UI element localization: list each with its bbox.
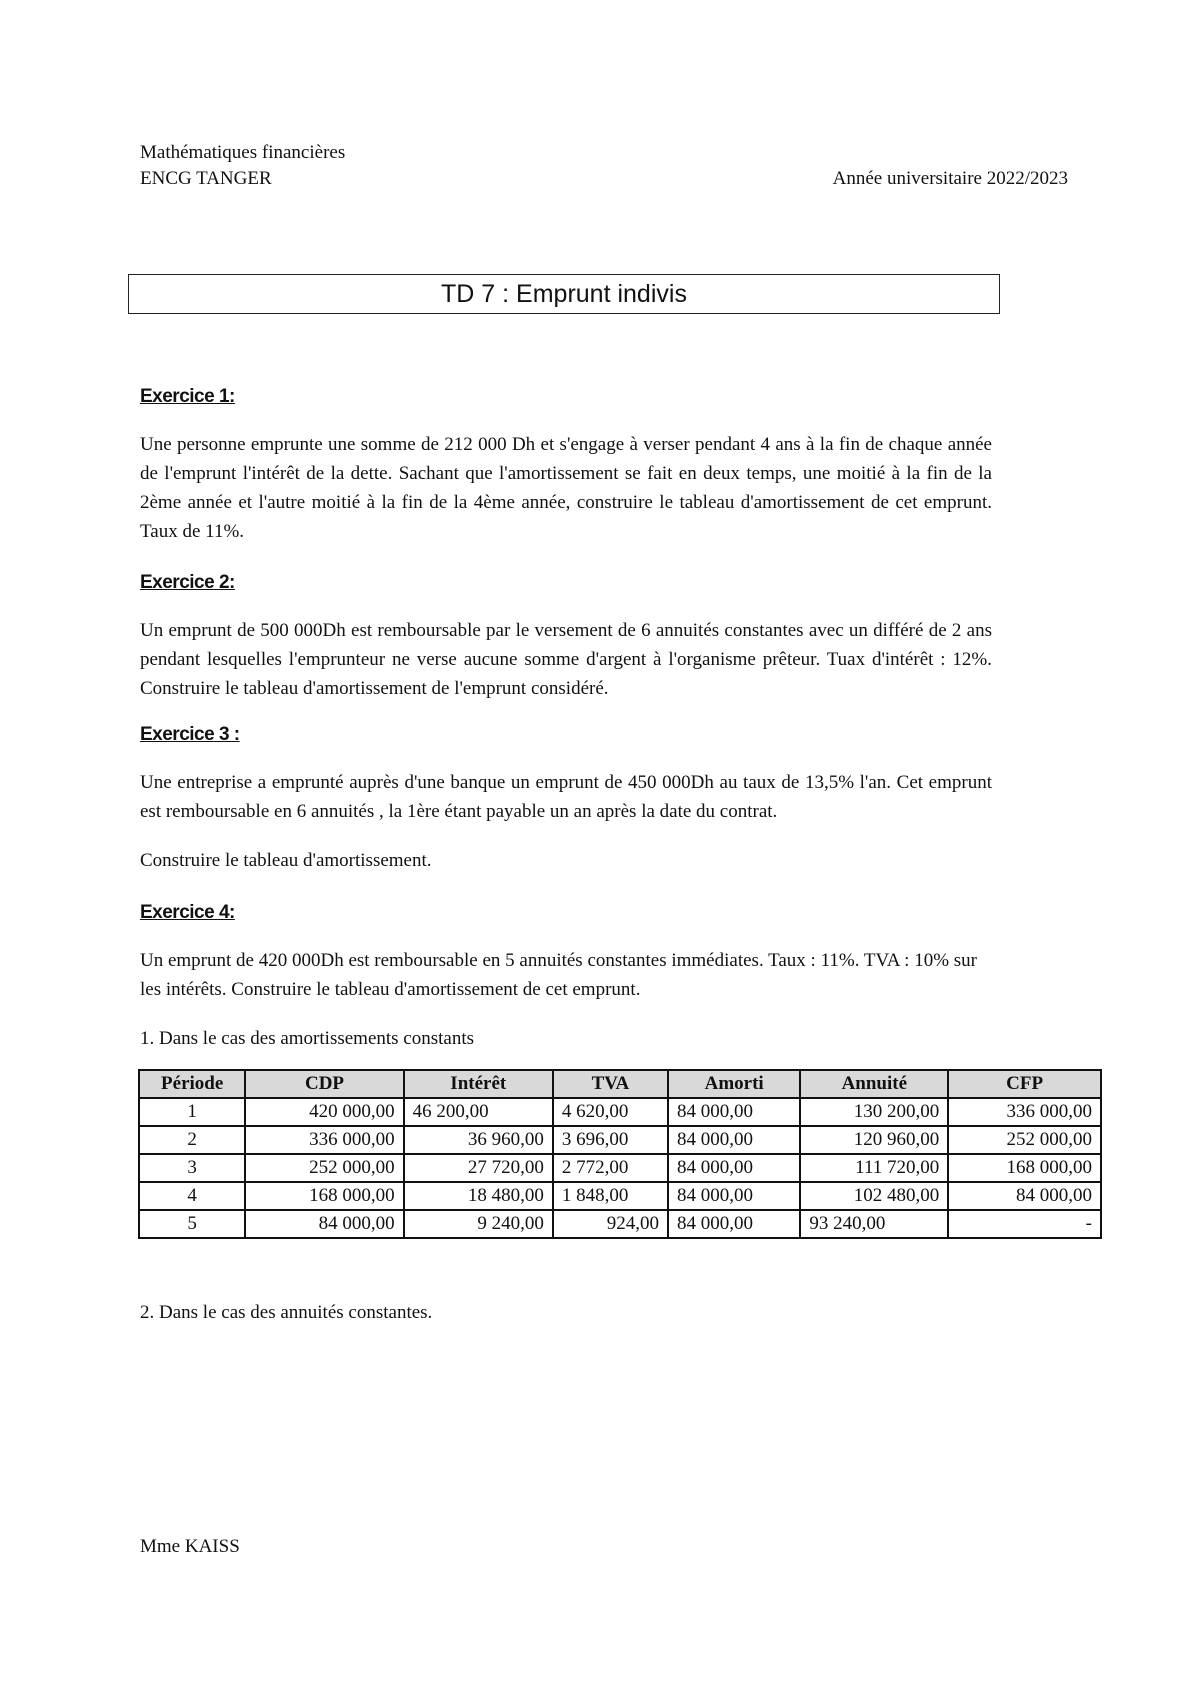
header-periode: Période bbox=[139, 1070, 245, 1098]
cell-tva: 4 620,00 bbox=[553, 1098, 668, 1126]
cell-annuite: 130 200,00 bbox=[800, 1098, 948, 1126]
cell-cfp: 84 000,00 bbox=[948, 1182, 1101, 1210]
cell-interet: 46 200,00 bbox=[404, 1098, 553, 1126]
cell-interet: 9 240,00 bbox=[404, 1210, 553, 1238]
cell-tva: 2 772,00 bbox=[553, 1154, 668, 1182]
exercise-3-text: Une entreprise a emprunté auprès d'une banque un emprunt de 450 000Dh au taux de 13,5% l'an. Cet emprunt est remboursable en 6 annuités , la 1ère étant payable un an après la date du contrat. bbox=[140, 772, 992, 822]
exercise-4-text: Un emprunt de 420 000Dh est remboursable en 5 annuités constantes immédiates. Taux : 11%. TVA : 10% sur les intérêts. Construire le tableau d'amortissement de cet emprunt. bbox=[140, 950, 977, 1000]
exercise-2-heading: Exercice 2: bbox=[140, 572, 235, 593]
cell-annuite: 93 240,00 bbox=[800, 1210, 948, 1238]
cell-cfp: 168 000,00 bbox=[948, 1154, 1101, 1182]
header-cfp: CFP bbox=[948, 1070, 1101, 1098]
cell-cfp: 336 000,00 bbox=[948, 1098, 1101, 1126]
author-name: Mme KAISS bbox=[140, 1536, 240, 1557]
cell-periode: 5 bbox=[139, 1210, 245, 1238]
cell-tva: 924,00 bbox=[553, 1210, 668, 1238]
cell-cfp: 252 000,00 bbox=[948, 1126, 1101, 1154]
table-row bbox=[139, 1154, 1101, 1182]
exercise-1-text: Une personne emprunte une somme de 212 000 Dh et s'engage à verser pendant 4 ans à la fin de chaque année de l'emprunt l'intérêt de la dette. Sachant que l'amortissement se fait en deux temps, une moitié à la fin de la 2ème année et l'autre moitié à la fin de la 4ème année, construire le tableau d'amortissement de cet emprunt. Taux de 11%. bbox=[140, 434, 992, 542]
exercise-4-question-2: 2. Dans le cas des annuités constantes. bbox=[140, 1302, 433, 1323]
academic-year: Année universitaire 2022/2023 bbox=[832, 168, 1068, 189]
cell-amorti: 84 000,00 bbox=[668, 1098, 800, 1126]
table-row bbox=[139, 1098, 1101, 1126]
table-row bbox=[139, 1126, 1101, 1154]
cell-cdp: 420 000,00 bbox=[245, 1098, 403, 1126]
exercise-4-question-1: 1. Dans le cas des amortissements constants bbox=[140, 1028, 475, 1049]
cell-amorti: 84 000,00 bbox=[668, 1154, 800, 1182]
cell-annuite: 111 720,00 bbox=[800, 1154, 948, 1182]
school-name: ENCG TANGER bbox=[140, 168, 272, 189]
cell-periode: 2 bbox=[139, 1126, 245, 1154]
cell-cdp: 84 000,00 bbox=[245, 1210, 403, 1238]
cell-cfp: - bbox=[948, 1210, 1101, 1238]
header-interet: Intérêt bbox=[404, 1070, 553, 1098]
cell-periode: 3 bbox=[139, 1154, 245, 1182]
cell-interet: 18 480,00 bbox=[404, 1182, 553, 1210]
amortization-table bbox=[138, 1069, 1102, 1239]
course-name: Mathématiques financières bbox=[140, 142, 346, 163]
cell-amorti: 84 000,00 bbox=[668, 1182, 800, 1210]
cell-tva: 3 696,00 bbox=[553, 1126, 668, 1154]
exercise-3-heading: Exercice 3 : bbox=[140, 724, 240, 745]
cell-cdp: 252 000,00 bbox=[245, 1154, 403, 1182]
cell-periode: 1 bbox=[139, 1098, 245, 1126]
cell-cdp: 336 000,00 bbox=[245, 1126, 403, 1154]
exercise-2-text: Un emprunt de 500 000Dh est remboursable par le versement de 6 annuités constantes avec un différé de 2 ans pendant lesquelles l'emprunteur ne verse aucune somme d'argent à l'organisme prêteur. Tuax d'intérêt : 12%. Construire le tableau d'amortissement de l'emprunt considéré. bbox=[140, 620, 992, 699]
exercise-3-instruction: Construire le tableau d'amortissement. bbox=[140, 850, 432, 871]
cell-periode: 4 bbox=[139, 1182, 245, 1210]
cell-annuite: 120 960,00 bbox=[800, 1126, 948, 1154]
table-row bbox=[139, 1182, 1101, 1210]
cell-amorti: 84 000,00 bbox=[668, 1126, 800, 1154]
page-title: TD 7 : Emprunt indivis bbox=[441, 279, 687, 308]
header-annuite: Annuité bbox=[800, 1070, 948, 1098]
cell-amorti: 84 000,00 bbox=[668, 1210, 800, 1238]
cell-interet: 36 960,00 bbox=[404, 1126, 553, 1154]
exercise-4-heading: Exercice 4: bbox=[140, 902, 235, 923]
cell-annuite: 102 480,00 bbox=[800, 1182, 948, 1210]
cell-tva: 1 848,00 bbox=[553, 1182, 668, 1210]
cell-interet: 27 720,00 bbox=[404, 1154, 553, 1182]
header-tva: TVA bbox=[553, 1070, 668, 1098]
exercise-1-heading: Exercice 1: bbox=[140, 386, 235, 407]
header-cdp: CDP bbox=[245, 1070, 403, 1098]
header-amorti: Amorti bbox=[668, 1070, 800, 1098]
title-box bbox=[128, 274, 1000, 314]
table-row bbox=[139, 1210, 1101, 1238]
table-header-row bbox=[139, 1070, 1101, 1098]
cell-cdp: 168 000,00 bbox=[245, 1182, 403, 1210]
